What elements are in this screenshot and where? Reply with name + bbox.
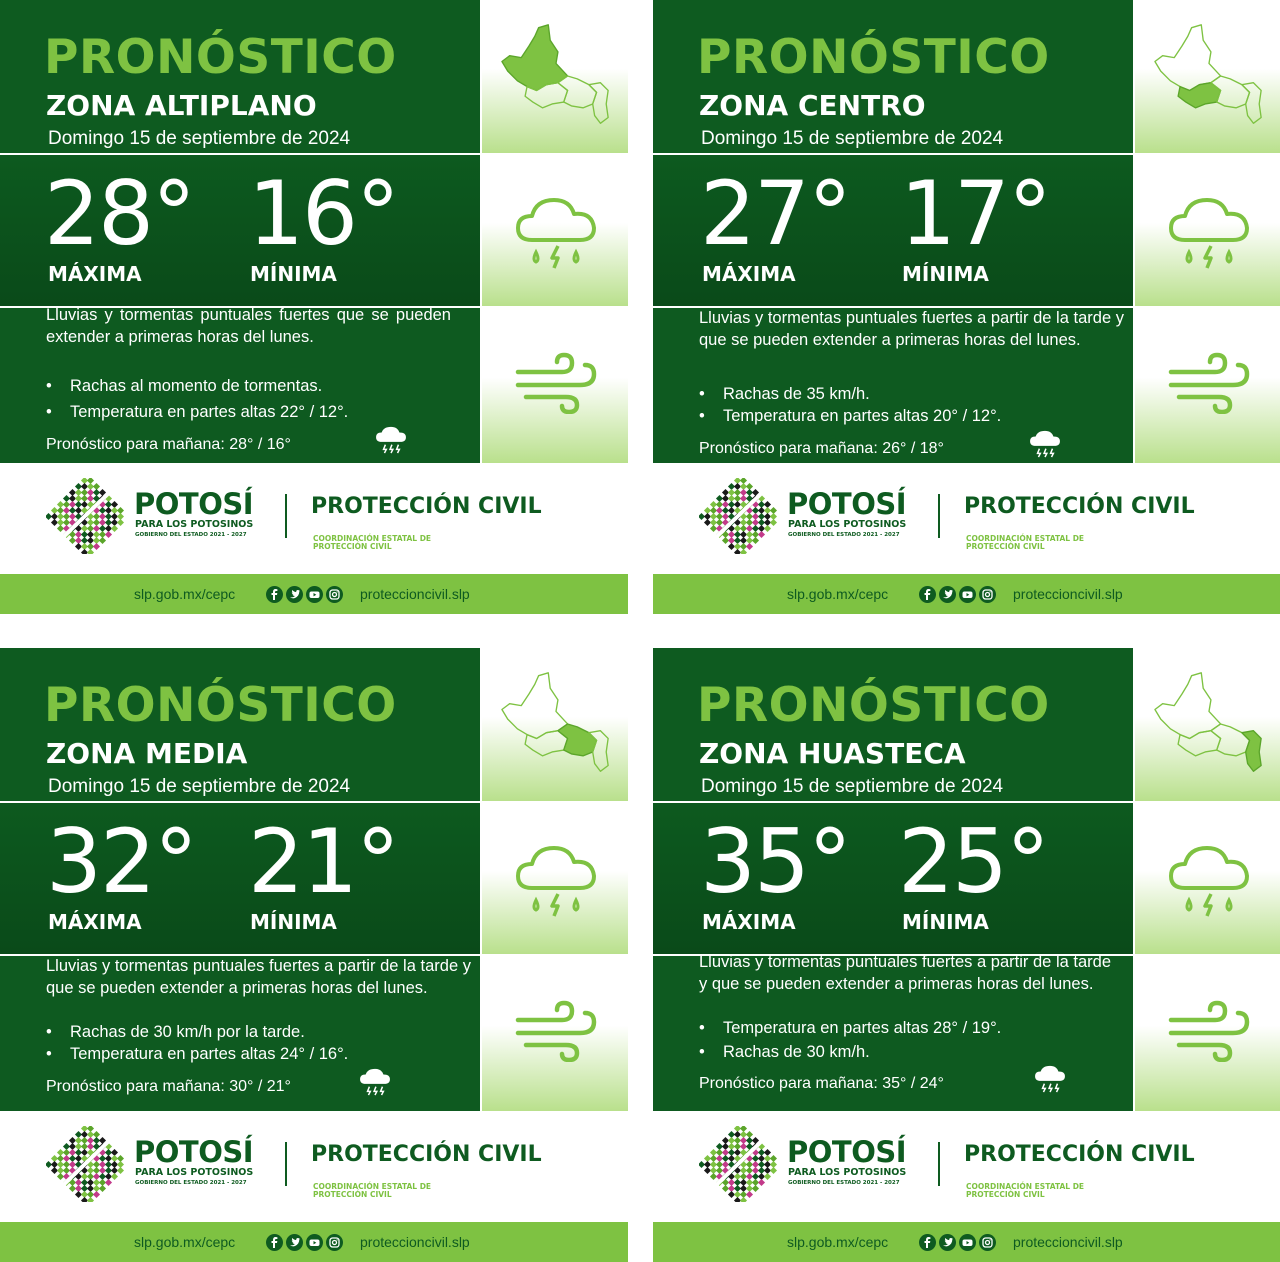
min-temperature: 21°	[248, 810, 398, 913]
government-crest-icon	[46, 1126, 124, 1202]
government-term: GOBIERNO DEL ESTADO 2021 - 2027	[135, 532, 247, 538]
instagram-icon[interactable]	[979, 586, 996, 603]
wind-icon	[514, 1000, 598, 1062]
forecast-description: Lluvias y tormentas puntuales fuertes a partir de la tarde y que se pueden extender a primeras horas del lunes.	[699, 309, 1124, 349]
social-handle[interactable]: proteccioncivil.slp	[360, 1234, 470, 1250]
max-temperature: 27°	[700, 162, 850, 265]
forecast-title: PRONÓSTICO	[44, 30, 397, 85]
facebook-icon[interactable]	[919, 1234, 936, 1251]
forecast-description: Lluvias y tormentas puntuales fuertes a partir de la tarde y que se pueden extender a primeras horas del lunes.	[46, 957, 471, 997]
forecast-card-3	[0, 648, 628, 1262]
potosi-logo-text: POTOSÍ	[134, 1135, 254, 1169]
tomorrow-forecast: Pronóstico para mañana: 26° / 18°	[699, 440, 944, 457]
forecast-card-2	[653, 0, 1280, 614]
storm-cloud-icon	[358, 1068, 392, 1101]
social-icons	[266, 1234, 346, 1252]
min-temperature: 17°	[900, 162, 1050, 265]
max-temperature: 32°	[46, 810, 196, 913]
bullet-dot: •	[699, 1043, 705, 1061]
max-temperature: 28°	[44, 162, 194, 265]
forecast-bullet	[699, 1041, 870, 1063]
forecast-bullet	[46, 1043, 348, 1065]
forecast-bullet	[699, 405, 1001, 427]
wind-icon	[1167, 352, 1251, 414]
tomorrow-forecast: Pronóstico para mañana: 35° / 24°	[699, 1075, 944, 1092]
youtube-icon[interactable]	[306, 586, 323, 603]
bullet-text: Rachas de 30 km/h.	[723, 1043, 870, 1061]
potosi-logo-text: POTOSÍ	[787, 1135, 907, 1169]
website-link[interactable]: slp.gob.mx/cepc	[787, 586, 889, 602]
facebook-icon[interactable]	[919, 586, 936, 603]
bullet-text: Rachas al momento de tormentas.	[70, 377, 323, 395]
forecast-bullet	[699, 383, 870, 405]
youtube-icon[interactable]	[306, 1234, 323, 1251]
forecast-title: PRONÓSTICO	[697, 30, 1050, 85]
facebook-icon[interactable]	[266, 1234, 283, 1251]
government-crest-icon	[699, 478, 777, 554]
bullet-text: Temperatura en partes altas 28° / 19°.	[723, 1019, 1002, 1037]
zone-map-icon	[500, 670, 612, 776]
forecast-bullet	[46, 375, 322, 397]
government-crest-icon	[699, 1126, 777, 1202]
proteccion-civil-subtitle: COORDINACIÓN ESTATAL DE PROTECCIÓN CIVIL	[313, 1182, 432, 1199]
zone-name: ZONA HUASTECA	[699, 737, 966, 770]
storm-cloud-icon	[374, 426, 408, 459]
logo-divider	[938, 494, 940, 538]
forecast-title: PRONÓSTICO	[44, 678, 397, 733]
social-icons	[919, 586, 999, 604]
bullet-dot: •	[699, 385, 705, 403]
proteccion-civil-title: PROTECCIÓN CIVIL	[964, 1142, 1195, 1167]
zone-map-icon	[1153, 670, 1265, 776]
bullet-dot: •	[46, 403, 52, 421]
bullet-dot: •	[46, 1045, 52, 1063]
min-temperature: 16°	[248, 162, 398, 265]
social-icons	[266, 586, 346, 604]
forecast-date: Domingo 15 de septiembre de 2024	[48, 128, 351, 149]
min-label: MÍNIMA	[250, 910, 337, 934]
social-handle[interactable]: proteccioncivil.slp	[360, 586, 470, 602]
rain-storm-cloud-icon	[1165, 840, 1253, 920]
max-label: MÁXIMA	[702, 910, 796, 934]
proteccion-civil-subtitle: COORDINACIÓN ESTATAL DE PROTECCIÓN CIVIL	[966, 1182, 1085, 1199]
proteccion-civil-title: PROTECCIÓN CIVIL	[964, 494, 1195, 519]
forecast-bullet	[46, 1021, 305, 1043]
forecast-bullet	[46, 401, 348, 423]
min-label: MÍNIMA	[250, 262, 337, 286]
forecast-date: Domingo 15 de septiembre de 2024	[701, 776, 1004, 797]
bullet-text: Temperatura en partes altas 22° / 12°.	[70, 403, 349, 421]
government-crest-icon	[46, 478, 124, 554]
twitter-icon[interactable]	[939, 1234, 956, 1251]
website-link[interactable]: slp.gob.mx/cepc	[134, 586, 236, 602]
zone-name: ZONA MEDIA	[46, 737, 248, 770]
forecast-description: Lluvias y tormentas puntuales fuertes a partir de la tarde y que se pueden extender a primeras horas del lunes.	[699, 953, 1111, 993]
potosi-logo-text: POTOSÍ	[134, 487, 254, 521]
logo-divider	[285, 1142, 287, 1186]
facebook-icon[interactable]	[266, 586, 283, 603]
proteccion-civil-subtitle: COORDINACIÓN ESTATAL DE PROTECCIÓN CIVIL	[313, 534, 432, 551]
youtube-icon[interactable]	[959, 1234, 976, 1251]
zone-map-icon	[500, 22, 612, 128]
bullet-dot: •	[46, 377, 52, 395]
max-label: MÁXIMA	[48, 262, 142, 286]
government-term: GOBIERNO DEL ESTADO 2021 - 2027	[788, 1180, 900, 1186]
social-handle[interactable]: proteccioncivil.slp	[1013, 586, 1123, 602]
social-icons	[919, 1234, 999, 1252]
forecast-title: PRONÓSTICO	[697, 678, 1050, 733]
max-label: MÁXIMA	[48, 910, 142, 934]
rain-storm-cloud-icon	[1165, 192, 1253, 272]
max-label: MÁXIMA	[702, 262, 796, 286]
bullet-text: Rachas de 35 km/h.	[723, 385, 870, 403]
website-link[interactable]: slp.gob.mx/cepc	[134, 1234, 236, 1250]
government-term: GOBIERNO DEL ESTADO 2021 - 2027	[135, 1180, 247, 1186]
forecast-card-4	[653, 648, 1280, 1262]
max-temperature: 35°	[700, 810, 850, 913]
forecast-bullet	[699, 1017, 1001, 1039]
government-term: GOBIERNO DEL ESTADO 2021 - 2027	[788, 532, 900, 538]
social-handle[interactable]: proteccioncivil.slp	[1013, 1234, 1123, 1250]
potosi-tagline: PARA LOS POTOSINOS	[135, 519, 254, 530]
logo-divider	[285, 494, 287, 538]
wind-icon	[514, 352, 598, 414]
min-label: MÍNIMA	[902, 910, 989, 934]
proteccion-civil-subtitle: COORDINACIÓN ESTATAL DE PROTECCIÓN CIVIL	[966, 534, 1085, 551]
potosi-tagline: PARA LOS POTOSINOS	[135, 1167, 254, 1178]
youtube-icon[interactable]	[959, 586, 976, 603]
proteccion-civil-title: PROTECCIÓN CIVIL	[311, 494, 542, 519]
proteccion-civil-title: PROTECCIÓN CIVIL	[311, 1142, 542, 1167]
storm-cloud-icon	[1028, 430, 1062, 463]
instagram-icon[interactable]	[326, 1234, 343, 1251]
bullet-dot: •	[699, 1019, 705, 1037]
tomorrow-forecast: Pronóstico para mañana: 28° / 16°	[46, 436, 291, 453]
zone-name: ZONA ALTIPLANO	[46, 89, 317, 122]
twitter-icon[interactable]	[939, 586, 956, 603]
rain-storm-cloud-icon	[512, 192, 600, 272]
bullet-text: Rachas de 30 km/h por la tarde.	[70, 1023, 305, 1041]
tomorrow-forecast: Pronóstico para mañana: 30° / 21°	[46, 1078, 291, 1095]
bullet-dot: •	[699, 407, 705, 425]
bullet-dot: •	[46, 1023, 52, 1041]
zone-name: ZONA CENTRO	[699, 89, 926, 122]
instagram-icon[interactable]	[979, 1234, 996, 1251]
forecast-description: Lluvias y tormentas puntuales fuertes que se pueden extender a primeras horas del lunes.	[46, 306, 451, 346]
bullet-text: Temperatura en partes altas 24° / 16°.	[70, 1045, 349, 1063]
min-temperature: 25°	[898, 810, 1048, 913]
forecast-date: Domingo 15 de septiembre de 2024	[48, 776, 351, 797]
rain-storm-cloud-icon	[512, 840, 600, 920]
wind-icon	[1167, 1000, 1251, 1062]
bullet-text: Temperatura en partes altas 20° / 12°.	[723, 407, 1002, 425]
website-link[interactable]: slp.gob.mx/cepc	[787, 1234, 889, 1250]
forecast-date: Domingo 15 de septiembre de 2024	[701, 128, 1004, 149]
potosi-tagline: PARA LOS POTOSINOS	[788, 1167, 907, 1178]
zone-map-icon	[1153, 22, 1265, 128]
min-label: MÍNIMA	[902, 262, 989, 286]
potosi-tagline: PARA LOS POTOSINOS	[788, 519, 907, 530]
storm-cloud-icon	[1033, 1065, 1067, 1098]
twitter-icon[interactable]	[286, 586, 303, 603]
instagram-icon[interactable]	[326, 586, 343, 603]
potosi-logo-text: POTOSÍ	[787, 487, 907, 521]
logo-divider	[938, 1142, 940, 1186]
forecast-card-1	[0, 0, 628, 614]
twitter-icon[interactable]	[286, 1234, 303, 1251]
